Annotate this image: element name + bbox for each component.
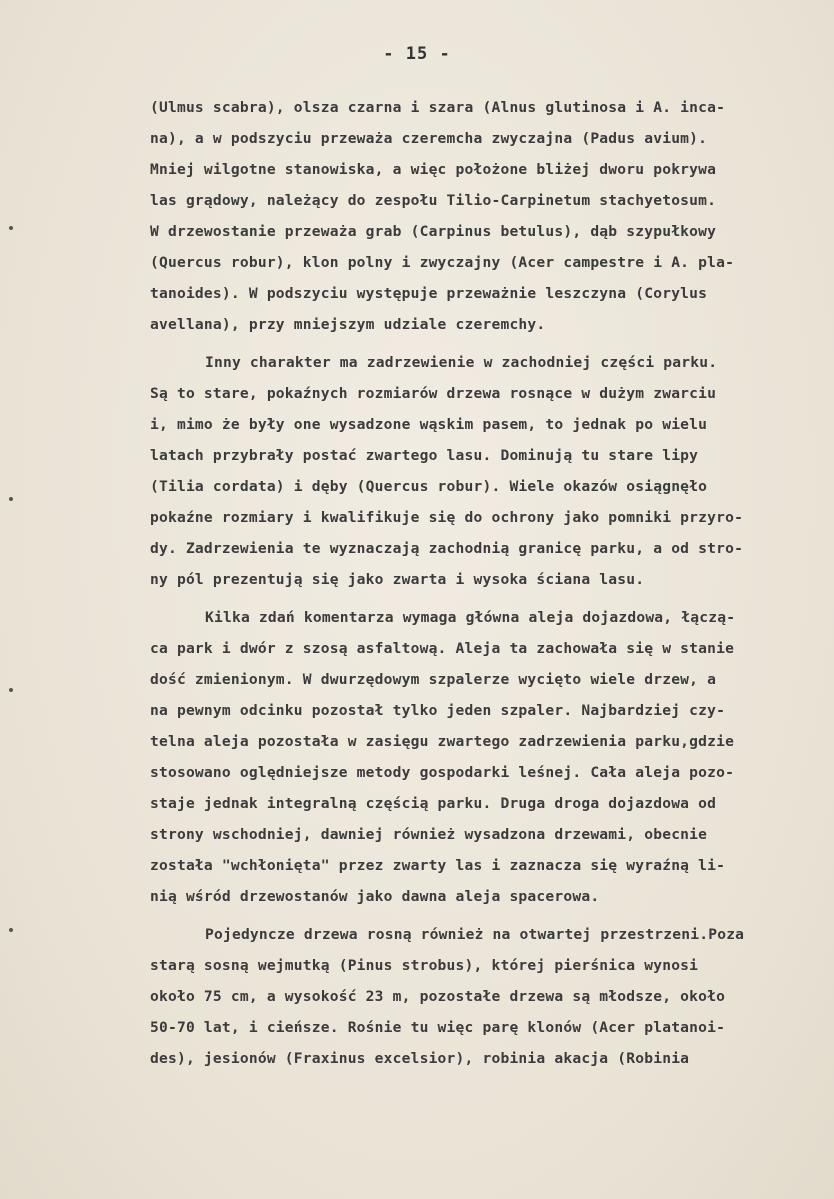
text-line: ca park i dwór z szosą asfaltową. Aleja ta zachowała się w stanie	[150, 640, 735, 657]
text-line: i, mimo że były one wysadzone wąskim pasem, to jednak po wielu	[150, 416, 708, 433]
text-line: staje jednak integralną częścią parku. Druga droga dojazdowa od	[150, 795, 717, 812]
text-line: telna aleja pozostała w zasięgu zwartego zadrzewienia parku,gdzie	[150, 733, 735, 750]
text-line: avellana), przy mniejszym udziale czeremchy.	[150, 316, 546, 333]
text-line: pokaźne rozmiary i kwalifikuje się do ochrony jako pomniki przyro-	[150, 509, 744, 526]
text-line: des), jesionów (Fraxinus excelsior), robinia akacja (Robinia	[150, 1050, 690, 1067]
text-line: dość zmienionym. W dwurzędowym szpalerze wycięto wiele drzew, a	[150, 671, 717, 688]
margin-dot	[9, 497, 13, 501]
text-line: została "wchłonięta" przez zwarty las i zaznacza się wyraźną li-	[150, 857, 726, 874]
text-line: dy. Zadrzewienia te wyznaczają zachodnią granicę parku, a od stro-	[150, 540, 744, 557]
text-line: około 75 cm, a wysokość 23 m, pozostałe drzewa są młodsze, około	[150, 988, 726, 1005]
text-line: Są to stare, pokaźnych rozmiarów drzewa rosnące w dużym zwarciu	[150, 385, 717, 402]
margin-dot	[9, 928, 13, 932]
text-line: na), a w podszyciu przeważa czeremcha zwyczajna (Padus avium).	[150, 130, 708, 147]
text-line: (Ulmus scabra), olsza czarna i szara (Alnus glutinosa i A. inca-	[150, 99, 726, 116]
margin-dot	[9, 226, 13, 230]
text-line: W drzewostanie przeważa grab (Carpinus betulus), dąb szypułkowy	[150, 223, 717, 240]
text-line: (Tilia cordata) i dęby (Quercus robur). Wiele okazów osiągnęło	[150, 478, 708, 495]
text-line: (Quercus robur), klon polny i zwyczajny (Acer campestre i A. pla-	[150, 254, 735, 271]
text-line: Inny charakter ma zadrzewienie w zachodniej części parku.	[205, 354, 718, 371]
text-line: starą sosną wejmutką (Pinus strobus), której pierśnica wynosi	[150, 957, 699, 974]
body-text	[150, 92, 830, 1074]
text-line: na pewnym odcinku pozostał tylko jeden szpaler. Najbardziej czy-	[150, 702, 726, 719]
text-line: Mniej wilgotne stanowiska, a więc położone bliżej dworu pokrywa	[150, 161, 717, 178]
text-line: strony wschodniej, dawniej również wysadzona drzewami, obecnie	[150, 826, 708, 843]
page-number: - 15 -	[383, 44, 451, 64]
text-line: latach przybrały postać zwartego lasu. Dominują tu stare lipy	[150, 447, 699, 464]
text-line: nią wśród drzewostanów jako dawna aleja spacerowa.	[150, 888, 600, 905]
text-line: las grądowy, należący do zespołu Tilio-Carpinetum stachyetosum.	[150, 192, 717, 209]
margin-dot	[9, 688, 13, 692]
text-line: tanoides). W podszyciu występuje przeważnie leszczyna (Corylus	[150, 285, 708, 302]
text-line: Kilka zdań komentarza wymaga główna aleja dojazdowa, łączą-	[205, 609, 736, 626]
text-line: Pojedyncze drzewa rosną również na otwartej przestrzeni.Poza	[205, 926, 745, 943]
text-line: 50-70 lat, i cieńsze. Rośnie tu więc parę klonów (Acer platanoi-	[150, 1019, 726, 1036]
text-line: ny pól prezentują się jako zwarta i wysoka ściana lasu.	[150, 571, 645, 588]
text-line: stosowano oględniejsze metody gospodarki leśnej. Cała aleja pozo-	[150, 764, 735, 781]
